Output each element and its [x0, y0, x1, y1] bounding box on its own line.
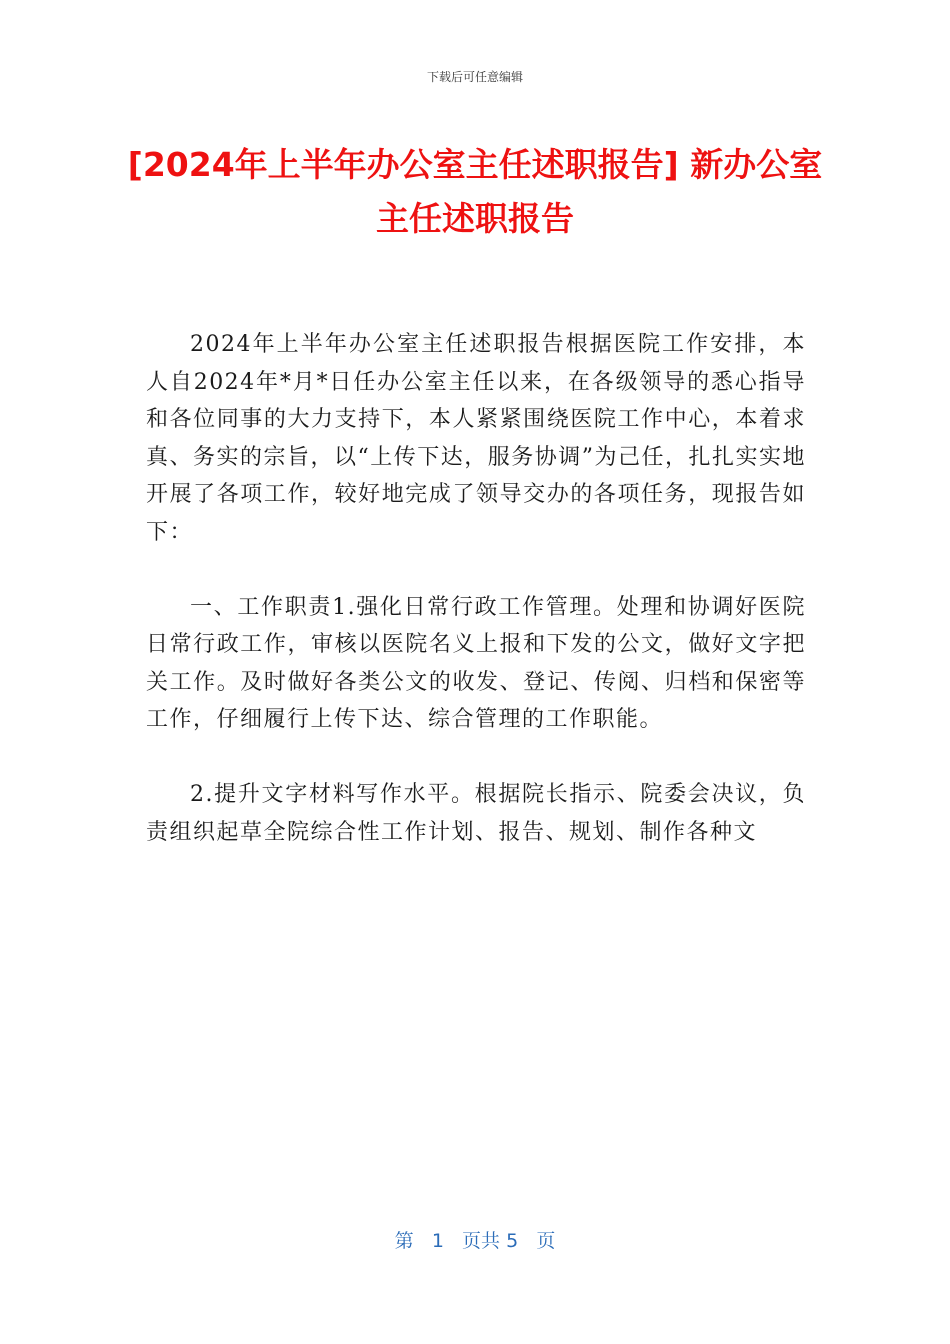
paragraph-duty-2: 2.提升文字材料写作水平。根据院长指示、院委会决议，负责组织起草全院综合性工作计划、报告、规划、制作各种文 [146, 782, 806, 845]
footer-label-page: 第 [394, 1230, 414, 1252]
page-footer [0, 1226, 950, 1253]
footer-label-of: 页共 [462, 1230, 501, 1252]
document-title: [2024年上半年办公室主任述职报告] 新办公室主任述职报告 [127, 145, 823, 238]
paragraph-intro: 2024年上半年办公室主任述职报告根据医院工作安排，本人自2024年*月*日任办公室主任以来，在各级领导的悉心指导和各位同事的大力支持下，本人紧紧围绕医院工作中心，本着求真、务实的宗旨，以“上传下达，服务协调”为己任，扎扎实实地开展了各项工作，较好地完成了领导交办的各项任务，现报告如下： [146, 332, 806, 545]
footer-current-page: 1 [431, 1230, 444, 1252]
footer-total-pages: 5 [506, 1230, 519, 1252]
footer-label-end: 页 [536, 1230, 556, 1252]
paragraph-duty-1: 一、工作职责1.强化日常行政工作管理。处理和协调好医院日常行政工作，审核以医院名义上报和下发的公文，做好文字把关工作。及时做好各类公文的收发、登记、传阅、归档和保密等工作，仔细履行上传下达、综合管理的工作职能。 [146, 594, 806, 732]
document-body [146, 326, 806, 851]
page-header-note: 下载后可任意编辑 [426, 70, 523, 84]
